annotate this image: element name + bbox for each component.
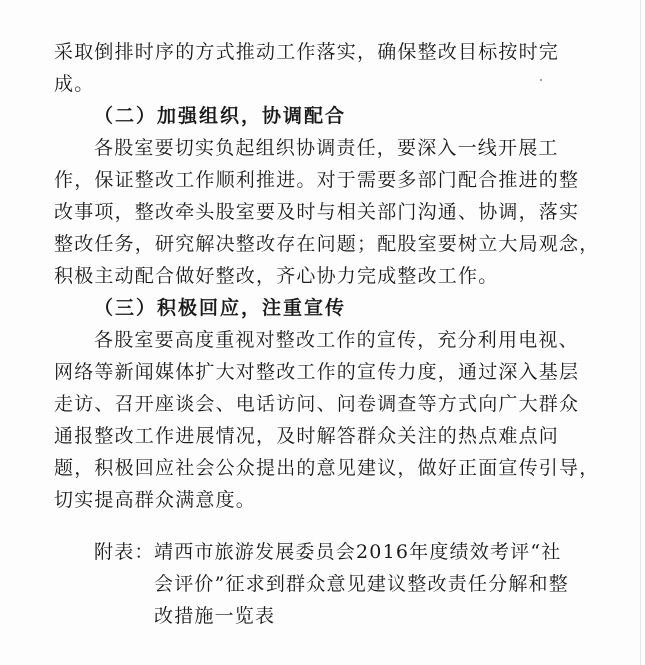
paragraph-1-line-1: 采取倒排时序的方式推动工作落实，确保整改目标按时完 bbox=[54, 41, 560, 63]
scan-speck bbox=[540, 79, 542, 81]
attachment-line-2: 会评价”征求到群众意见建议整改责任分解和整 bbox=[154, 573, 569, 595]
section-3-line-2: 网络等新闻媒体扩大对整改工作的宣传力度，通过深入基层 bbox=[54, 361, 580, 383]
section-2-line-3: 改事项，整改牵头股室要及时与相关部门沟通、协调，落实 bbox=[54, 201, 580, 223]
section-3-line-3: 走访、召开座谈会、电话访问、问卷调查等方式向广大群众 bbox=[54, 393, 580, 415]
section-2-heading: （二）加强组织，协调配合 bbox=[94, 105, 347, 127]
attachment-line-3: 改措施一览表 bbox=[154, 605, 276, 627]
section-3-line-6: 切实提高群众满意度。 bbox=[54, 489, 257, 511]
section-3-line-5: 题，积极回应社会公众提出的意见建议，做好正面宣传引导， bbox=[54, 457, 600, 479]
attachment-line-1: 靖西市旅游发展委员会2016年度绩效考评“社 bbox=[154, 541, 562, 563]
section-2-line-1: 各股室要切实负起组织协调责任，要深入一线开展工 bbox=[94, 137, 559, 159]
section-2-line-5: 积极主动配合做好整改，齐心协力完成整改工作。 bbox=[54, 265, 499, 287]
section-2-line-4: 整改任务，研究解决整改存在问题；配股室要树立大局观念， bbox=[54, 233, 600, 255]
section-2-line-2: 作，保证整改工作顺利推进。对于需要多部门配合推进的整 bbox=[54, 169, 580, 191]
attachment-label: 附表： bbox=[94, 541, 155, 563]
paragraph-1-line-2: 成。 bbox=[54, 73, 95, 95]
page-edge-shadow bbox=[640, 0, 641, 665]
section-3-heading: （三）积极回应，注重宣传 bbox=[94, 297, 347, 319]
section-3-line-1: 各股室要高度重视对整改工作的宣传，充分利用电视、 bbox=[94, 329, 579, 351]
section-3-line-4: 通报整改工作进展情况，及时解答群众关注的热点难点问 bbox=[54, 425, 560, 447]
